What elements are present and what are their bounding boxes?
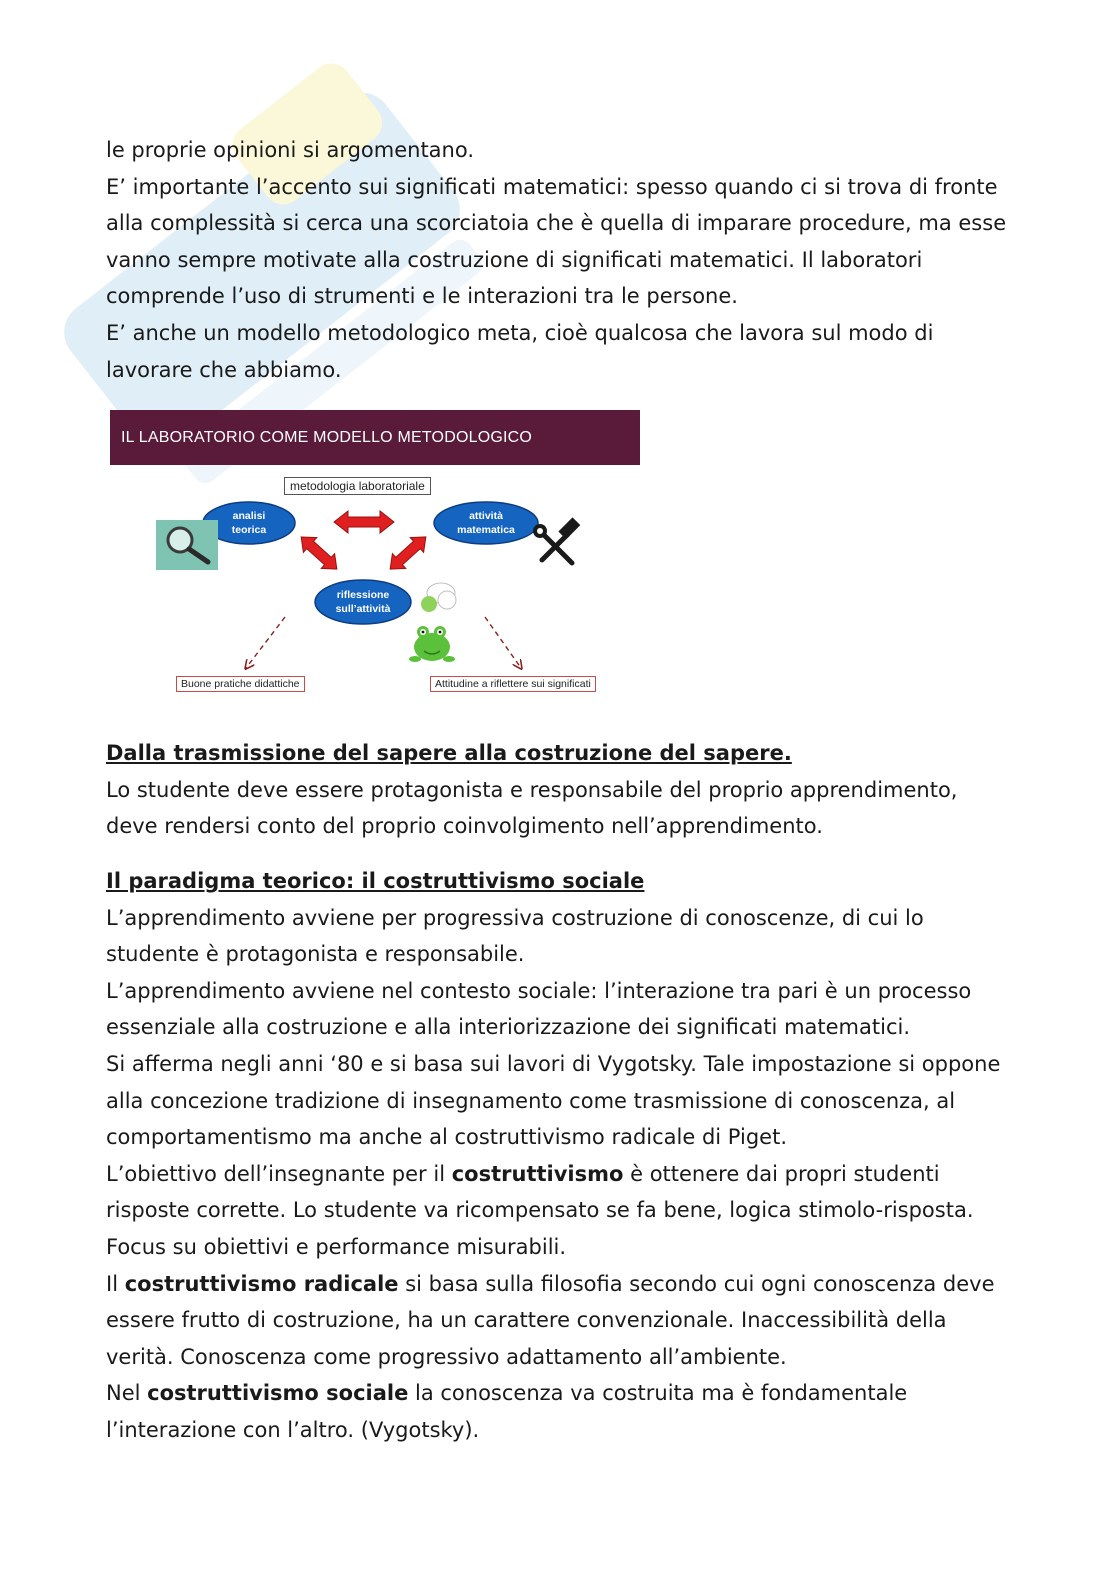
text-line: Focus su obiettivi e performance misurabili. bbox=[106, 1234, 567, 1259]
tools-icon bbox=[533, 517, 580, 563]
box-metodologia-laboratoriale: metodologia laboratoriale bbox=[284, 477, 431, 495]
double-arrow-left bbox=[294, 530, 343, 577]
node-label-analisi-teorica bbox=[211, 509, 287, 537]
box-buone-pratiche: Buone pratiche didattiche bbox=[176, 676, 305, 692]
text-line: l’interazione con l’altro. (Vygotsky). bbox=[106, 1417, 480, 1442]
intro-paragraph bbox=[106, 132, 1026, 388]
dashed-arrow-right bbox=[485, 617, 521, 668]
double-arrow-right bbox=[383, 530, 432, 577]
text-line: E’ importante l’accento sui significati matematici: spesso quando ci si trova di fronte bbox=[106, 174, 998, 199]
text-line: vanno sempre motivate alla costruzione di significati matematici. Il laboratori bbox=[106, 247, 923, 272]
section-heading: Il paradigma teorico: il costruttivismo sociale bbox=[106, 869, 645, 893]
text-line: L’apprendimento avviene nel contesto sociale: l’interazione tra pari è un processo bbox=[106, 978, 972, 1003]
text-line: essere frutto di costruzione, ha un carattere convenzionale. Inaccessibilità della bbox=[106, 1308, 947, 1333]
text-line-sociale bbox=[106, 1375, 1026, 1412]
frog-icon bbox=[409, 583, 456, 662]
magnifier-icon bbox=[156, 520, 218, 570]
section-trasmissione bbox=[106, 735, 1026, 845]
figure-diagram bbox=[110, 410, 640, 706]
text-line: comprende l’uso di strumenti e le interazioni tra le persone. bbox=[106, 284, 738, 309]
text-line: lavorare che abbiamo. bbox=[106, 357, 342, 382]
double-arrow-horizontal bbox=[334, 511, 394, 533]
node-text: teorica bbox=[231, 524, 267, 536]
text-line: comportamentismo ma anche al costruttivismo radicale di Piget. bbox=[106, 1125, 787, 1150]
text-line: Lo studente deve essere protagonista e responsabile del proprio apprendimento, bbox=[106, 777, 958, 802]
text-span: si basa sulla filosofia secondo cui ogni conoscenza deve bbox=[398, 1271, 995, 1296]
node-label-attivita-matematica bbox=[440, 509, 532, 537]
section-heading: Dalla trasmissione del sapere alla costruzione del sapere. bbox=[106, 741, 792, 765]
text-line: deve rendersi conto del proprio coinvolgimento nell’apprendimento. bbox=[106, 814, 823, 839]
figure-title: IL LABORATORIO COME MODELLO METODOLOGICO bbox=[110, 410, 640, 465]
node-text: matematica bbox=[457, 524, 515, 536]
text-span: è ottenere dai propri studenti bbox=[623, 1161, 940, 1186]
text-span: la conoscenza va costruita ma è fondamentale bbox=[408, 1381, 908, 1406]
text-line: L’apprendimento avviene per progressiva costruzione di conoscenze, di cui lo bbox=[106, 905, 924, 930]
text-line: essenziale alla costruzione e alla interiorizzazione dei significati matematici. bbox=[106, 1015, 910, 1040]
box-attitudine: Attitudine a riflettere sui significati bbox=[430, 676, 596, 692]
dashed-arrow-left bbox=[246, 617, 285, 668]
node-text: riflessione bbox=[336, 589, 390, 601]
text-span: Nel bbox=[106, 1381, 148, 1406]
text-line: alla concezione tradizione di insegnamento come trasmissione di conoscenza, al bbox=[106, 1088, 956, 1113]
text-line: studente è protagonista e responsabile. bbox=[106, 942, 525, 967]
text-line: Si afferma negli anni ‘80 e si basa sui lavori di Vygotsky. Tale impostazione si oppone bbox=[106, 1051, 1001, 1076]
text-span: L’obiettivo dell’insegnante per il bbox=[106, 1161, 452, 1186]
bold-term: costruttivismo bbox=[451, 1161, 624, 1186]
text-line: le proprie opinioni si argomentano. bbox=[106, 138, 475, 162]
text-line: E’ anche un modello metodologico meta, cioè qualcosa che lavora sul modo di bbox=[106, 320, 934, 345]
text-line-obiettivo bbox=[106, 1156, 1026, 1193]
text-line: alla complessità si cerca una scorciatoia che è quella di imparare procedure, ma esse bbox=[106, 211, 1007, 236]
node-text: sull’attività bbox=[335, 603, 391, 615]
bold-term: costruttivismo radicale bbox=[124, 1271, 399, 1296]
node-text: attività bbox=[469, 510, 503, 522]
methodology-figure bbox=[110, 410, 640, 706]
node-text: analisi bbox=[232, 510, 266, 522]
node-label-riflessione bbox=[321, 588, 405, 616]
text-line: verità. Conoscenza come progressivo adattamento all’ambiente. bbox=[106, 1344, 787, 1369]
text-span: Il bbox=[106, 1271, 125, 1296]
section-paradigma bbox=[106, 863, 1026, 1449]
text-line: risposte corrette. Lo studente va ricompensato se fa bene, logica stimolo-risposta. bbox=[106, 1198, 974, 1223]
bold-term: costruttivismo sociale bbox=[147, 1381, 409, 1406]
text-line-radicale bbox=[106, 1266, 1026, 1303]
